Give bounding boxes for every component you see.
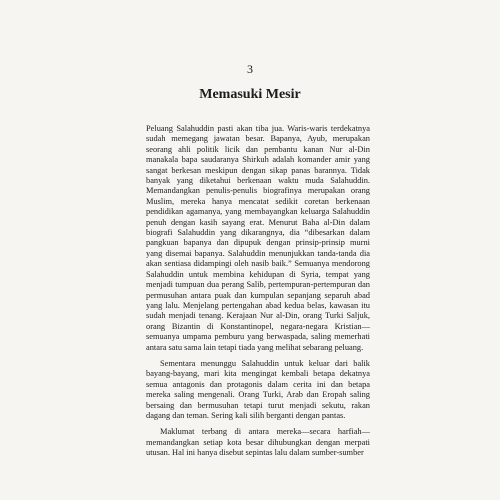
paragraph: Sementara menunggu Salahuddin untuk keluar dari balik bayang-bayang, mari kita mengingat kembali betapa dekatnya semua antagonis dan protagonis dalam cerita ini dan betapa mereka saling mengenali. Orang Turki, Arab dan Eropah saling bersaing dan bermusuhan tetapi turut menjadi sekutu, rakan dagang dan teman. Sering kali silih berganti dengan pantas. [146,358,370,420]
paragraph: Peluang Salahuddin pasti akan tiba jua. Waris-waris terdekatnya sudah memegang jawatan besar. Bapanya, Ayub, merupakan seorang ahli politik licik dan pembantu kanan Nur al-Din manakala bapa saudaranya Shirkuh adalah komander amir yang sangat berkesan meskipun dengan sikap panas barannya. Tidak banyak yang diketahui berkenaan waktu muda Salahuddin. Memandangkan penulis-penulis biografinya merupakan orang Muslim, mereka hanya mencatat sedikit coretan berkenaan pendidikan agamanya, yang membayangkan keluarga Salahuddin penuh dengan kasih sayang erat. Menurut Baha al-Din dalam biografi Salahuddin yang dikarangnya, dia “dibesarkan dalam pangkuan bapanya dan dipupuk dengan prinsip-prinsip murni yang disemai bapanya. Salahuddin menunjukkan tanda-tanda dia akan sentiasa didampingi oleh nasib baik.” Semuanya mendorong Salahuddin untuk membina kehidupan di Syria, tempat yang menjadi tumpuan dua perang Salib, pertempuran-pertempuran dan permusuhan antara puak dan kumpulan sepanjang separuh abad yang lalu. Menjelang pertengahan abad kedua belas, kawasan itu sudah menjadi tenang. Kerajaan Nur al-Din, orang Turki Saljuk, orang Bizantin di Konstantinopel, negara-negara Kristian—semuanya umpama pemburu yang berwaspada, saling memerhati antara satu sama lain tetapi tiada yang melihat sebarang peluang. [146,124,370,352]
chapter-title: Memasuki Mesir [199,87,301,102]
paragraph: Maklumat terbang di antara mereka—secara harfiah—memandangkan setiap kota besar dihubungkan dengan merpati utusan. Hal ini hanya disebut sepintas lalu dalam sumber-sumber [146,427,370,458]
chapter-number: 3 [247,62,253,76]
body-text [146,124,370,459]
